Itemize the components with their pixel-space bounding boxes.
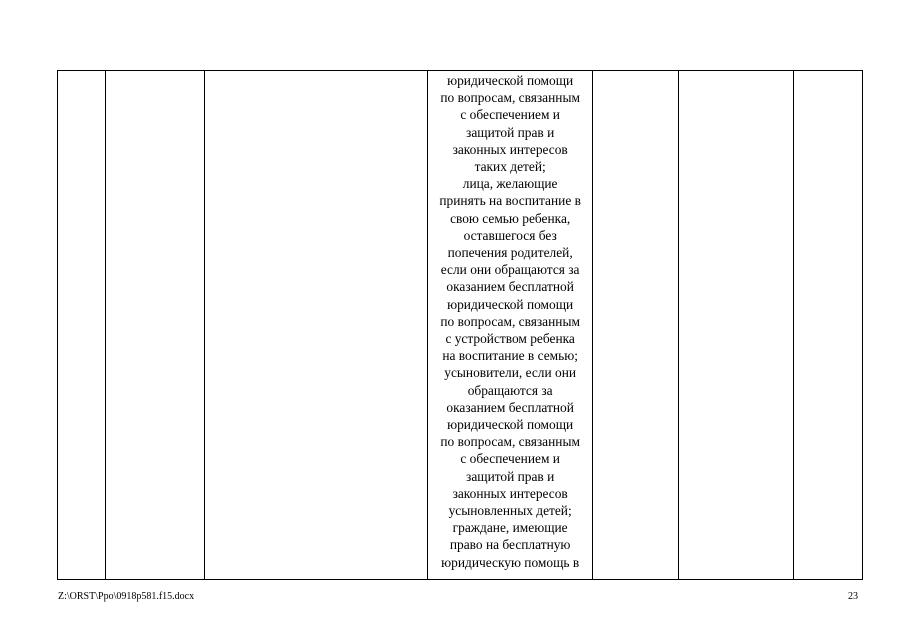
table-cell-col4 xyxy=(428,71,593,580)
table-cell-col5 xyxy=(593,71,679,580)
table-cell-col2 xyxy=(105,71,204,580)
text-line: законных интересов xyxy=(452,141,568,157)
footer-file-path: Z:\ORST\Ppo\0918p581.f15.docx xyxy=(58,591,195,602)
text-line: по вопросам, связанным xyxy=(440,434,580,450)
text-line: с обеспечением и xyxy=(460,107,560,123)
table-cell-col6 xyxy=(679,71,794,580)
cell-text-block xyxy=(428,71,592,571)
text-line: граждане, имеющие xyxy=(452,520,568,536)
text-line: если они обращаются за xyxy=(440,262,580,278)
text-line: усыновители, если они xyxy=(444,365,577,381)
table-cell-col7 xyxy=(794,71,863,580)
text-line: лица, желающие xyxy=(462,176,558,192)
text-line: с устройством ребенка xyxy=(445,331,575,347)
text-line: усыновленных детей; xyxy=(448,503,572,519)
text-line: оставшегося без xyxy=(463,227,557,243)
table-cell-col3 xyxy=(204,71,427,580)
document-table xyxy=(57,70,863,580)
page-number: 23 xyxy=(848,591,858,602)
text-line: юридической помощи xyxy=(447,417,574,433)
text-line: на воспитание в семью; xyxy=(442,348,578,364)
text-line: юридической помощи xyxy=(447,73,574,88)
text-line: свою семью ребенка, xyxy=(450,210,571,226)
text-line: оказанием бесплатной xyxy=(446,399,574,415)
text-line: оказанием бесплатной xyxy=(446,279,574,295)
text-line: законных интересов xyxy=(452,485,568,501)
text-line: с обеспечением и xyxy=(460,451,560,467)
text-line: по вопросам, связанным xyxy=(440,313,580,329)
text-line: юридическую помощь в xyxy=(441,554,580,570)
table-row xyxy=(58,71,863,580)
text-line: защитой прав и xyxy=(466,468,555,484)
text-line: право на бесплатную xyxy=(449,537,571,553)
text-line: принять на воспитание в xyxy=(439,193,581,209)
text-line: попечения родителей, xyxy=(447,245,573,261)
text-line: по вопросам, связанным xyxy=(440,90,580,106)
text-line: защитой прав и xyxy=(466,124,555,140)
text-line: юридической помощи xyxy=(447,296,574,312)
text-line: таких детей; xyxy=(474,159,546,175)
text-line: обращаются за xyxy=(467,382,553,398)
table-cell-col1 xyxy=(58,71,106,580)
